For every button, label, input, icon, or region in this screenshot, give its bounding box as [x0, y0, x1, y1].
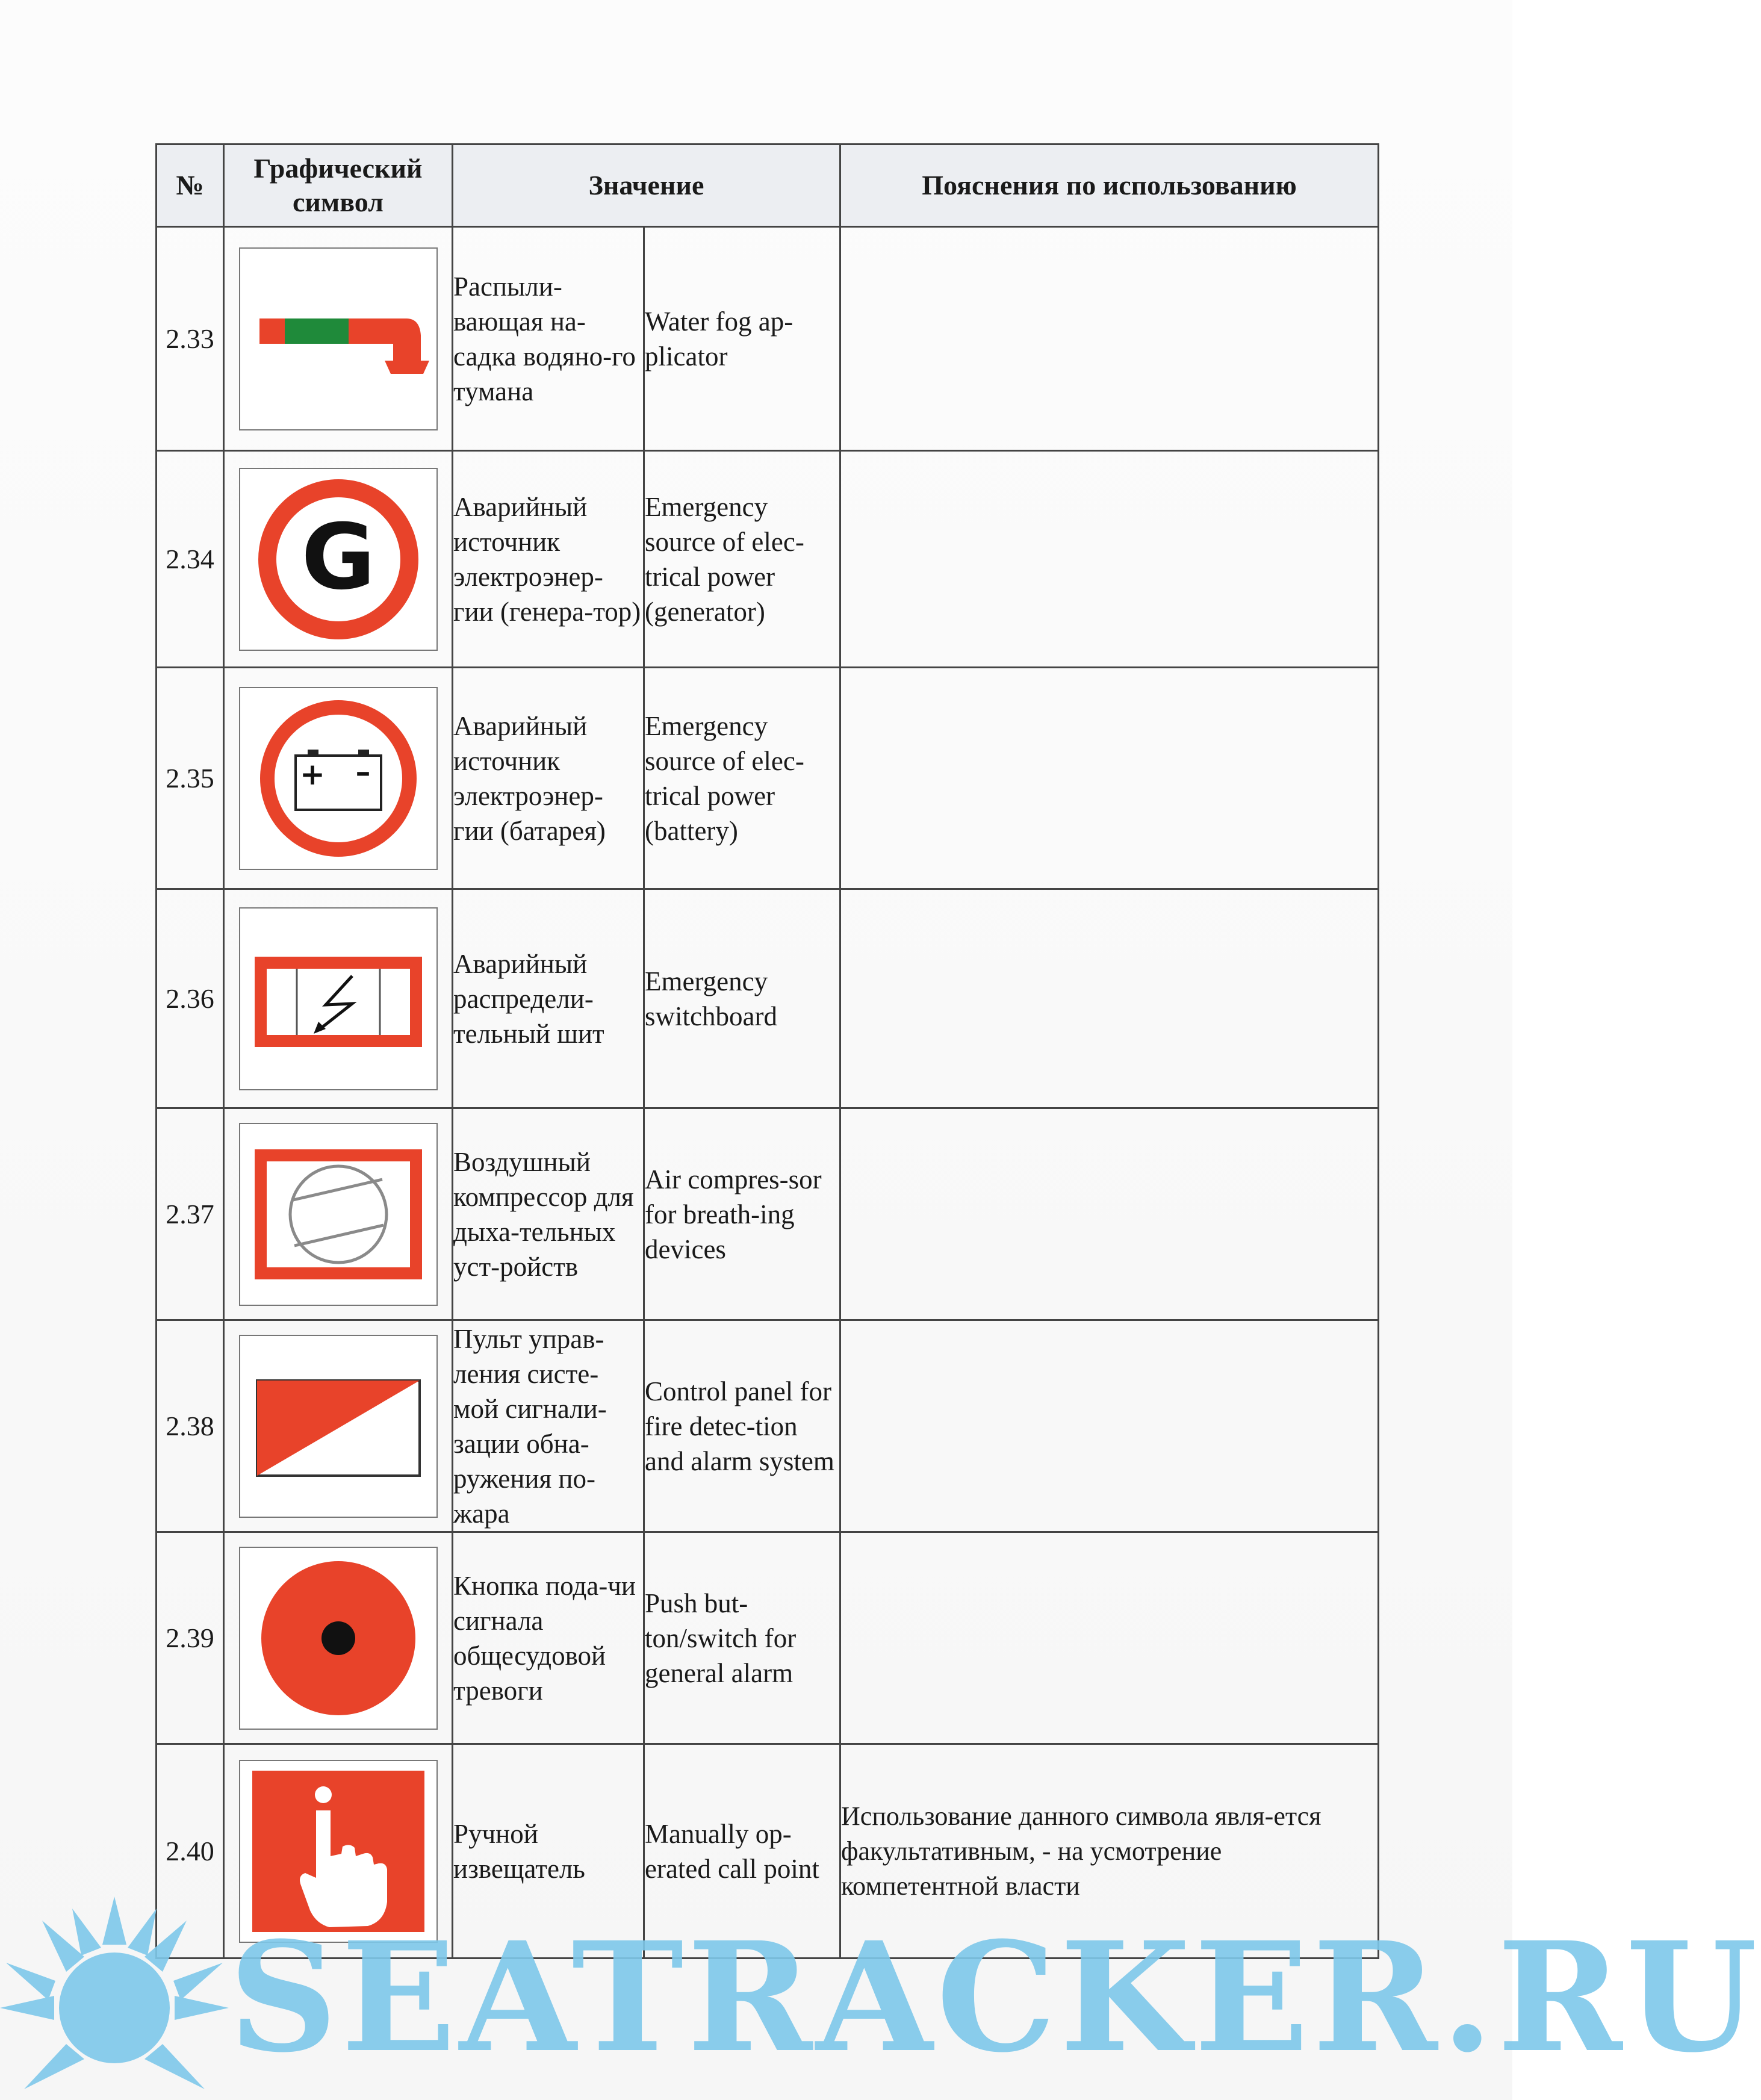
meaning-en: Control panel for fire detec-tion and alarm system [644, 1320, 840, 1532]
usage-note: Использование данного символа явля-ется факультативным, - на усмотрение компетентной власти [840, 1744, 1379, 1959]
watermark-text: SEATRACKER.RU [229, 1909, 1761, 2086]
usage-note [840, 1108, 1379, 1320]
row-number: 2.37 [157, 1108, 224, 1320]
meaning-en: Emergency source of elec-trical power (battery) [644, 668, 840, 889]
svg-text:G: G [300, 505, 376, 610]
general-alarm-button-icon [239, 1547, 438, 1730]
meaning-ru: Аварийный распредели-тельный шит [453, 889, 644, 1108]
symbol-cell [224, 889, 453, 1108]
table-row [157, 227, 1379, 451]
usage-note [840, 1532, 1379, 1744]
meaning-en: Emergency switchboard [644, 889, 840, 1108]
emergency-switchboard-icon [239, 907, 438, 1090]
emergency-battery-icon [239, 687, 438, 870]
symbol-cell [224, 451, 453, 668]
row-number: 2.38 [157, 1320, 224, 1532]
table-row [157, 668, 1379, 889]
meaning-en: Water fog ap-plicator [644, 227, 840, 451]
air-compressor-icon [239, 1123, 438, 1306]
svg-text:–: – [355, 754, 370, 789]
emergency-generator-icon [239, 468, 438, 651]
table-row [157, 889, 1379, 1108]
table-header-row [157, 144, 1379, 227]
meaning-ru: Кнопка пода-чи сигнала общесудовой тревоги [453, 1532, 644, 1744]
symbols-table [155, 143, 1379, 1959]
meaning-ru: Воздушный компрессор для дыха-тельных уст-ройств [453, 1108, 644, 1320]
header-notes: Пояснения по использованию [840, 144, 1379, 227]
row-number: 2.34 [157, 451, 224, 668]
row-number: 2.33 [157, 227, 224, 451]
symbol-cell [224, 1532, 453, 1744]
header-symbol: Графический символ [224, 144, 453, 227]
usage-note [840, 451, 1379, 668]
table-row [157, 1108, 1379, 1320]
symbol-cell [224, 668, 453, 889]
meaning-ru: Аварийный источник электроэнер-гии (батарея) [453, 668, 644, 889]
meaning-en: Air compres-sor for breath-ing devices [644, 1108, 840, 1320]
usage-note [840, 227, 1379, 451]
meaning-en: Emergency source of elec-trical power (generator) [644, 451, 840, 668]
symbol-cell [224, 1320, 453, 1532]
fire-control-panel-icon [239, 1335, 438, 1518]
svg-text:+: + [299, 756, 325, 792]
header-num: № [157, 144, 224, 227]
usage-note [840, 668, 1379, 889]
table-row [157, 1320, 1379, 1532]
meaning-ru: Распыли-вающая на-садка водяно-го тумана [453, 227, 644, 451]
row-number: 2.36 [157, 889, 224, 1108]
meaning-en: Manually op-erated call point [644, 1744, 840, 1959]
row-number: 2.40 [157, 1744, 224, 1959]
row-number: 2.35 [157, 668, 224, 889]
water-fog-applicator-icon [239, 247, 438, 430]
symbol-cell [224, 1108, 453, 1320]
usage-note [840, 889, 1379, 1108]
meaning-ru: Аварийный источник электроэнер-гии (генера-тор) [453, 451, 644, 668]
table-row [157, 451, 1379, 668]
meaning-ru: Ручной извещатель [453, 1744, 644, 1959]
usage-note [840, 1320, 1379, 1532]
meaning-en: Push but-ton/switch for general alarm [644, 1532, 840, 1744]
meaning-ru: Пульт управ-ления систе-мой сигнали-зации обна-ружения по-жара [453, 1320, 644, 1532]
row-number: 2.39 [157, 1532, 224, 1744]
symbol-cell [224, 227, 453, 451]
header-meaning: Значение [453, 144, 840, 227]
table-row [157, 1532, 1379, 1744]
